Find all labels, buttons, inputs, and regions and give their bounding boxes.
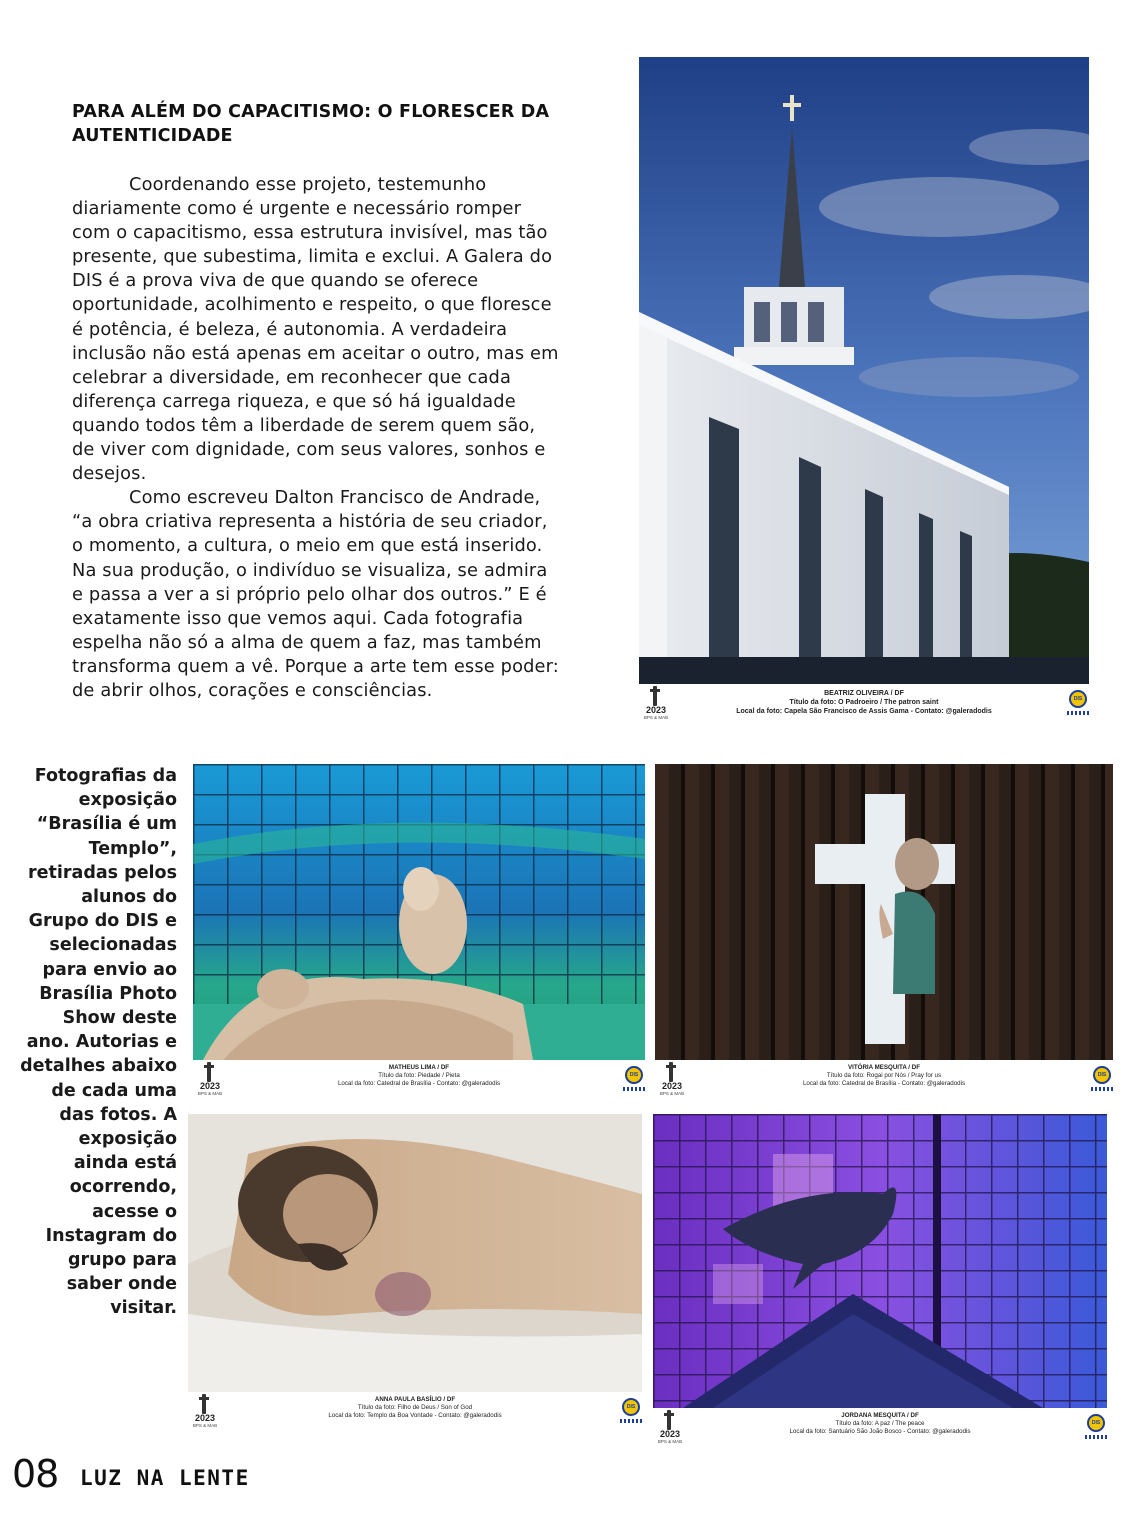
photo-cross-window [655,764,1113,1060]
dis-logo: DIS [620,1398,642,1430]
people-icon [620,1419,642,1423]
photo-location: Local da foto: Catedral de Brasília - Contato: @galeradodis [802,1080,966,1087]
magazine-title: LUZ NA LENTE [80,1466,250,1490]
people-icon [1067,711,1089,715]
people-icon [1091,1087,1113,1091]
photo-author: VITÓRIA MESQUITA / DF [848,1064,920,1071]
photo-show-2023-logo: 2023 BPS & MAB [653,1410,687,1448]
photo-church [639,57,1089,684]
dis-logo: DIS [1085,1414,1107,1446]
photo-cross-credit [655,1062,1113,1102]
photo-title: Título da foto: Filho de Deus / Son of God [357,1404,473,1411]
photo-location: Local da foto: Capela São Francisco de Assis Gama - Contato: @galeradodis [736,708,992,715]
photo-show-2023-logo: 2023 BPS & MAB [655,1062,689,1100]
photo-peace [653,1114,1107,1408]
photo-show-2023-logo: 2023 BPS & MAB [639,686,673,724]
photo-credit-text [655,1064,1113,1088]
people-icon [1085,1435,1107,1439]
photo-author: MATHEUS LIMA / DF [388,1064,450,1071]
photo-church-credit [639,686,1089,726]
photo-credit-text [188,1396,642,1420]
photo-author: BEATRIZ OLIVEIRA / DF [824,690,904,697]
photo-location: Local da foto: Templo da Boa Vontade - Contato: @galeradodis [328,1412,502,1419]
article-body [72,173,562,703]
people-icon [623,1087,645,1091]
exhibition-caption: Fotografias da exposição “Brasília é um Templo”, retiradas pelos alunos do Grupo do DIS e selecionadas para envio ao Brasília Photo Show deste ano. Autorias e detalhes abaixo de cada uma das fotos. A exposição ainda está ocorrendo, acesse o Instagram do grupo para saber onde visitar. [20,766,177,1319]
photo-title: Título da foto: Rogai por Nós / Pray for us [826,1072,942,1079]
photo-author: JORDANA MESQUITA / DF [841,1412,919,1419]
photo-pieta-credit [193,1062,645,1102]
photo-pieta [193,764,645,1060]
article-paragraph-2: Como escreveu Dalton Francisco de Andrade, “a obra criativa representa a história de seu criador, o momento, a cultura, o meio em que está inserido. Na sua produção, o indivíduo se visualiza, se admira e passa a ver a si próprio pelo olhar dos outros.” E é exatamente isso que vemos aqui. Cada fotografia espelha não só a alma de quem a faz, mas também transforma quem a vê. Porque a arte tem esse poder: de abrir olhos, corações e consciências. [72,487,559,701]
photo-location: Local da foto: Catedral de Brasília - Contato: @galeradodis [337,1080,501,1087]
photo-author: ANNA PAULA BASÍLIO / DF [374,1396,456,1403]
article-paragraph-1: Coordenando esse projeto, testemunho diariamente como é urgente e necessário romper com o capacitismo, essa estrutura invisível, mas tão presente, que subestima, limita e exclui. A Galera do DIS é a prova viva de que quando se oferece oportunidade, acolhimento e respeito, o que floresce é potência, é beleza, é autonomia. A verdadeira inclusão não está apenas em aceitar o outro, mas em celebrar a diversidade, em reconhecer que cada diferença carrega riqueza, e que só há igualdade quando todos têm a liberdade de serem quem são, de viver com dignidade, com seus valores, sonhos e desejos. [72,174,559,485]
photo-credit-text [193,1064,645,1088]
photo-location: Local da foto: Santuário São João Bosco - Contato: @galeradodis [789,1428,971,1435]
photo-title: Título da foto: Piedade / Pieta [378,1072,460,1079]
dis-logo: DIS [1091,1066,1113,1098]
dis-logo: DIS [623,1066,645,1098]
page-number: 08 [12,1452,59,1496]
photo-credit-text [653,1412,1107,1436]
photo-show-2023-logo: 2023 BPS & MAB [193,1062,227,1100]
photo-title: Título da foto: A paz / The peace [835,1420,925,1427]
photo-show-2023-logo: 2023 BPS & MAB [188,1394,222,1432]
photo-peace-credit [653,1410,1107,1450]
photo-son-of-god [188,1114,642,1392]
dis-logo: DIS [1067,690,1089,722]
photo-son-of-god-credit [188,1394,642,1434]
photo-title: Título da foto: O Padroeiro / The patron saint [789,699,939,706]
photo-credit-text [639,689,1089,716]
article-heading: PARA ALÉM DO CAPACITISMO: O FLORESCER DA AUTENTICIDADE [72,102,550,146]
